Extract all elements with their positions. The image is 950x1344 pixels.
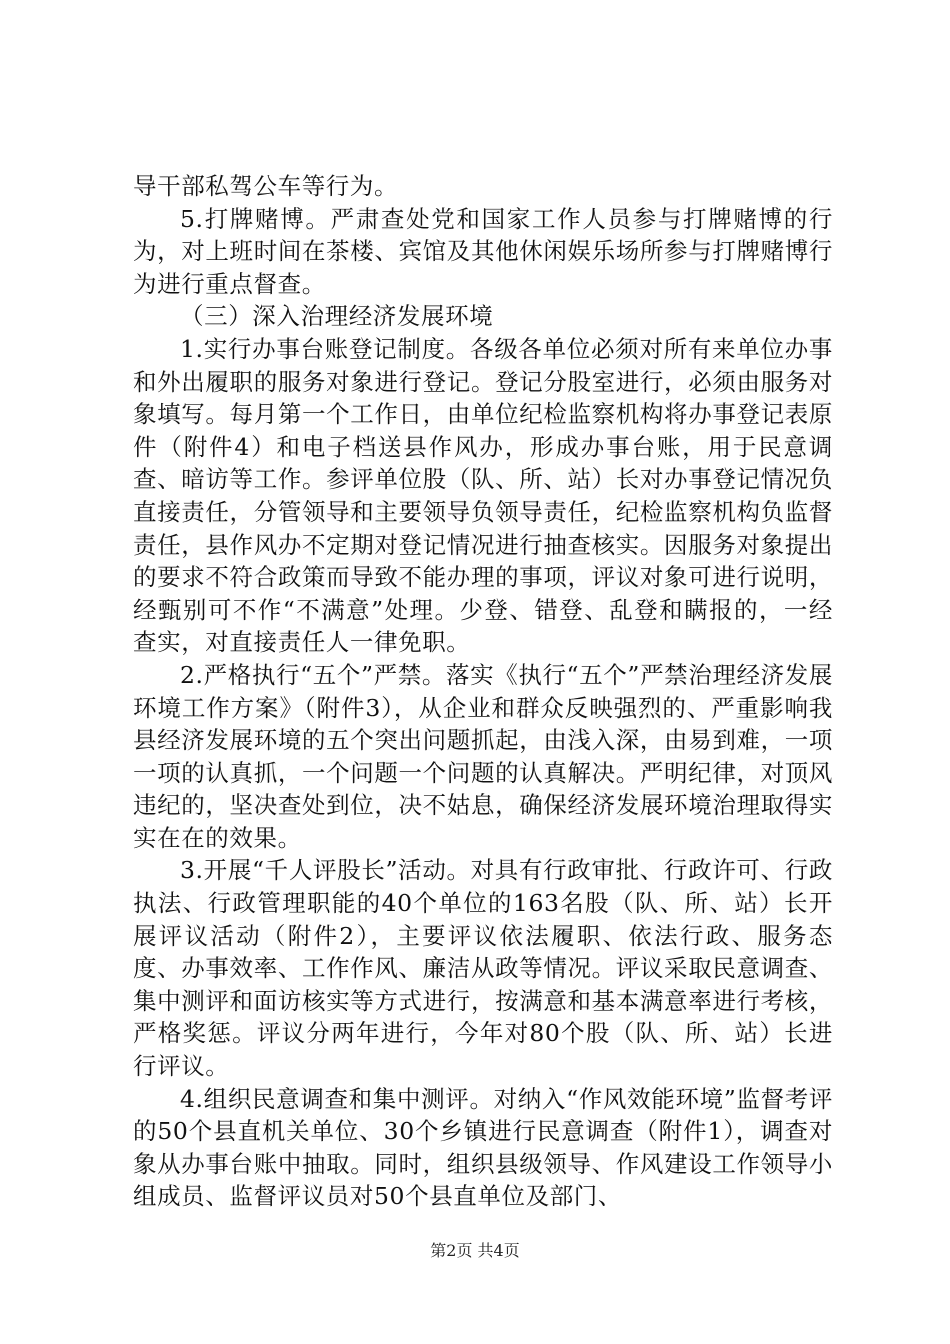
section-heading-economic-environment: （三）深入治理经济发展环境	[180, 302, 494, 331]
paragraph-thousand-review: 3.开展“千人评股长”活动。对具有行政审批、行政许可、行政执法、行政管理职能的40个单位的163名股（队、所、站）长开展评议活动（附件2），主要评议依法履职、依法行政、服务态度、办事效率、工作作风、廉洁从政等情况。评议采取民意调查、集中测评和面访核实等方式进行，按满意和基本满意率进行考核，严格奖惩。评议分两年进行，今年对80个股（队、所、站）长进行评议。	[133, 856, 833, 1081]
paragraph-public-survey: 4.组织民意调查和集中测评。对纳入“作风效能环境”监督考评的50个县直机关单位、30个乡镇进行民意调查（附件1），调查对象从办事台账中抽取。同时，组织县级领导、作风建设工作领导小组成员、监督评议员对50个县直单位及部门、	[133, 1084, 833, 1211]
page-footer: 第2页 共4页	[430, 1241, 520, 1260]
paragraph-continuation: 导干部私驾公车等行为。	[133, 172, 399, 200]
paragraph-five-prohibitions: 2.严格执行“五个”严禁。落实《执行“五个”严禁治理经济发展环境工作方案》（附件3），从企业和群众反映强烈的、严重影响我县经济发展环境的五个突出问题抓起，由浅入深，由易到难，一项一项的认真抓，一个问题一个问题的认真解决。严明纪律，对顶风违纪的，坚决查处到位，决不姑息，确保经济发展环境治理取得实实在在的效果。	[133, 660, 833, 852]
paragraph-gambling: 5.打牌赌博。严肃查处党和国家工作人员参与打牌赌博的行为，对上班时间在茶楼、宾馆及其他休闲娱乐场所参与打牌赌博行为进行重点督查。	[133, 204, 833, 298]
paragraph-ledger-registration: 1.实行办事台账登记制度。各级各单位必须对所有来单位办事和外出履职的服务对象进行登记。登记分股室进行，必须由服务对象填写。每月第一个工作日，由单位纪检监察机构将办事登记表原件（附件4）和电子档送县作风办，形成办事台账，用于民意调查、暗访等工作。参评单位股（队、所、站）长对办事登记情况负直接责任，分管领导和主要领导负领导责任，纪检监察机构负监督责任，县作风办不定期对登记情况进行抽查核实。因服务对象提出的要求不符合政策而导致不能办理的事项，评议对象可进行说明，经甄别可不作“不满意”处理。少登、错登、乱登和瞒报的，一经查实，对直接责任人一律免职。	[133, 334, 833, 657]
document-body	[133, 170, 833, 1213]
